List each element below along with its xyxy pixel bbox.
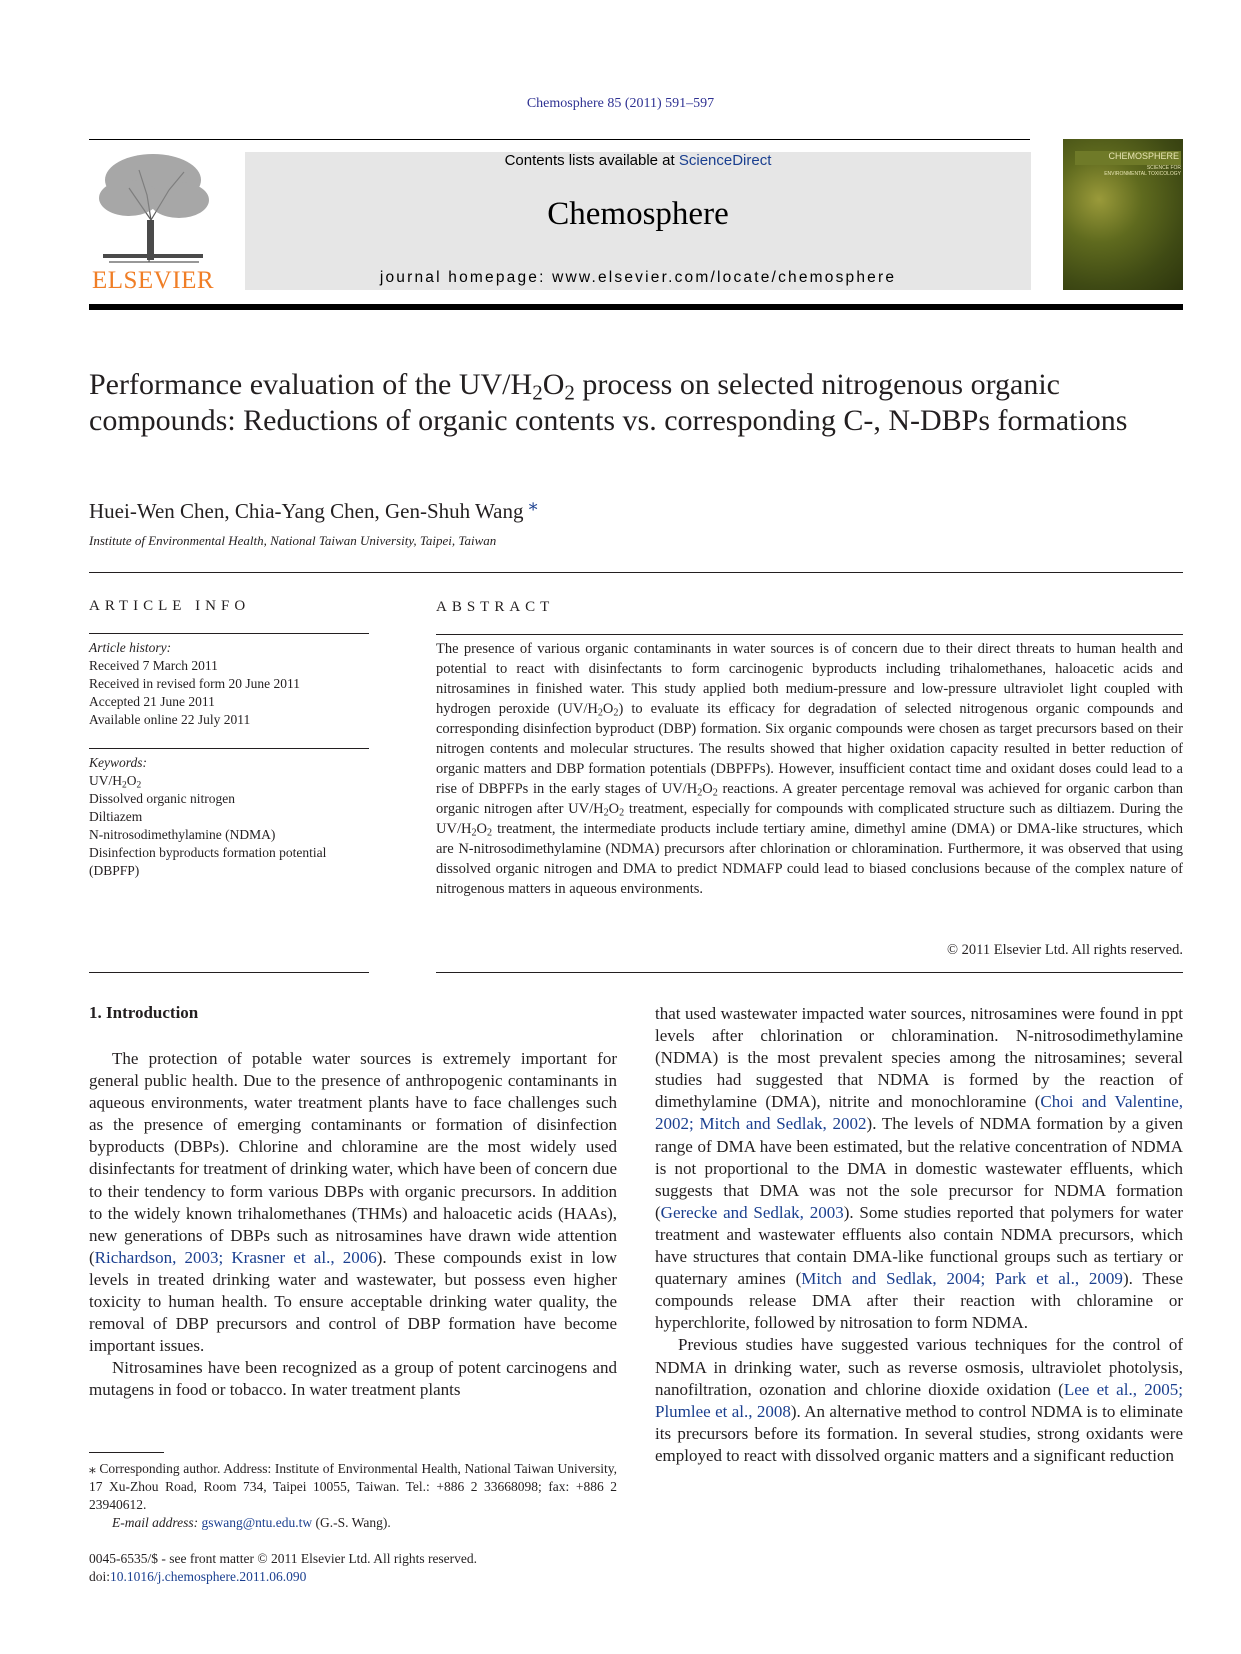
doi-line: doi:10.1016/j.chemosphere.2011.06.090 [89, 1569, 307, 1584]
divider [436, 634, 1183, 635]
keyword-item: $UV/H_2O_2$ [89, 773, 142, 791]
history-label: Article history: [89, 640, 172, 655]
divider [89, 748, 369, 749]
header-thick-rule [89, 304, 1183, 310]
paragraph: Previous studies have suggested various techniques for the control of NDMA in drinking water, such as reverse osmosis, ultraviolet photolysis, nanofiltration, ozonation and chlorine dioxide oxidation (Lee et al., 2005; Plumlee et al., 2008). An alternative method to control NDMA is to eliminate its precursors before its formation. In several studies, strong oxidants were employed to react with dissolved organic matters and a significant reduction [655, 1335, 1183, 1465]
elsevier-logo [89, 150, 217, 295]
introduction-heading: 1. Introduction [89, 1003, 199, 1022]
doi-link[interactable]: 10.1016/j.chemosphere.2011.06.090 [110, 1569, 307, 1584]
body-left-column [89, 1048, 617, 1402]
history-item: Received in revised form 20 June 2011 [89, 676, 300, 691]
abstract-text: The presence of various organic contaminants in water sources is of concern due to their direct threats to human health and potential to react with disinfectants to form carcinogenic byproducts including trihalomethanes, haloacetic acids and nitrosamines in finished water. This study applied both medium-pressure and low-pressure ultraviolet light coupled with hydrogen peroxide $(UV/H_2O_2)$ to evaluate its efficacy for degradation of selected nitrogenous organic compounds and corresponding disinfection byproduct (DBP) formation. Six organic compounds were chosen as target precursors based on their nitrogen contents and molecular structures. The results showed that higher oxidation capacity resulted in better reduction of organic matters and DBP formation potentials (DBPFPs). However, insufficient contact time and oxidant doses could lead to a rise of DBPFPs in the early stages of $UV/H_2O_2$ reactions. A greater percentage removal was achieved for organic carbon than organic nitrogen after $UV/H_2O_2$ treatment, especially for compounds with complicated structure such as diltiazem. During the $UV/H_2O_2$ treatment, the intermediate products include tertiary amine, dimethyl amine (DMA) or DMA-like structures, which are N-nitrosodimethylamine (NDMA) precursors after chlorination or chloramination. Furthermore, it was observed that using dissolved organic nitrogen and DMA to predict NDMAFP could lead to biased conclusions because of the complex nature of nitrogenous matters in aqueous environments. [436, 641, 1184, 897]
journal-name: Chemosphere [547, 196, 729, 232]
reference-link[interactable]: Mitch and Sedlak, 2004; Park et al., 2009 [801, 1269, 1123, 1289]
divider [89, 972, 369, 973]
article-title: Performance evaluation of the $UV/H_2O_2$ process on selected nitrogenous organic compounds: Reductions of organic contents vs. corresponding C-, N-DBPs formations [89, 368, 1128, 437]
paragraph: The protection of potable water sources is extremely important for general public health. Due to the presence of anthropogenic contaminants in aqueous environments, water treatment plants have to face challenges such as the presence of emerging contaminants or formation of disinfection byproducts (DBPs). Chlorine and chloramine are the most widely used disinfectants for treatment of drinking water, which have been of concern due to their tendency to form various DBPs with organic precursors. In addition to the widely known trihalomethanes (THMs) and haloacetic acids (HAAs), new generations of DBPs such as nitrosamines have drawn wide attention (Richardson, 2003; Krasner et al., 2006). These compounds exist in low levels in treated drinking water and wastewater, but possess even higher toxicity to human health. To ensure acceptable drinking water quality, the removal of DBP precursors and control of DBP formation have become important issues. [89, 1049, 618, 1356]
reference-link[interactable]: Richardson, 2003; Krasner et al., 2006 [94, 1247, 377, 1267]
footnote-mark: ⁎ [89, 1461, 96, 1476]
cover-title: CHEMOSPHERE [1075, 151, 1181, 165]
issn-line: 0045-6535/$ - see front matter © 2011 Elsevier Ltd. All rights reserved. [89, 1551, 478, 1566]
journal-cover-image [1063, 139, 1183, 290]
elsevier-wordmark: ELSEVIER [91, 267, 215, 294]
article-history [89, 639, 300, 729]
abstract-copyright: © 2011 Elsevier Ltd. All rights reserved. [947, 942, 1183, 958]
cover-subtitle: SCIENCE FOR ENVIRONMENTAL TOXICOLOGY [1104, 165, 1181, 177]
divider [436, 972, 1183, 973]
corresponding-author-mark[interactable]: ⁎ [528, 494, 538, 514]
abstract-heading: ABSTRACT [436, 599, 555, 615]
reference-link[interactable]: Choi and Valentine, 2002; Mitch and Sedlak, 2002 [655, 1092, 1184, 1134]
body-right-column [655, 1003, 1183, 1467]
history-item: Received 7 March 2011 [89, 658, 218, 673]
divider [89, 572, 1183, 573]
email-link[interactable]: gswang@ntu.edu.tw [201, 1515, 313, 1530]
paragraph: Nitrosamines have been recognized as a group of potent carcinogens and mutagens in food or tobacco. In water treatment plants [89, 1358, 617, 1400]
keyword-item: Dissolved organic nitrogen [89, 791, 235, 806]
author-list: Huei-Wen Chen, Chia-Yang Chen, Gen-Shuh Wang ⁎ [89, 494, 538, 523]
divider [89, 633, 369, 634]
keyword-item: N-nitrosodimethylamine (NDMA) [89, 827, 276, 842]
keywords [89, 754, 374, 880]
keyword-item: Diltiazem [89, 809, 143, 824]
footnote: ⁎ Corresponding author. Address: Institute of Environmental Health, National Taiwan University, 17 Xu-Zhou Road, Room 734, Taipei 10055, Taiwan. Tel.: +886 2 33668098; fax: +886 2 23940612. E-mail address: gswang@ntu.edu.tw (G.-S. Wang). [89, 1461, 617, 1530]
sciencedirect-link[interactable]: ScienceDirect [678, 152, 772, 169]
paragraph: that used wastewater impacted water sources, nitrosamines were found in ppt levels after chlorination or chloramination. N-nitrosodimethylamine (NDMA) is the most prevalent species among the nitrosamines; several studies had suggested that NDMA is formed by the reaction of dimethylamine (DMA), nitrite and monochloramine (Choi and Valentine, 2002; Mitch and Sedlak, 2002). The levels of NDMA formation by a given range of DMA have been estimated, but the relative concentration of NDMA is not proportional to the DMA in domestic wastewater effluents, which suggests that DMA was not the sole precursor for NDMA formation (Gerecke and Sedlak, 2003). Some studies reported that polymers for water treatment and wastewater effluents also contain NDMA precursors, which have structures that contain DMA-like functional groups such as tertiary or quaternary amines (Mitch and Sedlak, 2004; Park et al., 2009). These compounds release DMA after their reaction with chloramine or hyperchlorite, followed by nitrosation to form NDMA. [655, 1004, 1184, 1333]
journal-citation[interactable]: Chemosphere 85 (2011) 591–597 [526, 96, 715, 111]
contents-prefix: Contents lists available at [504, 152, 679, 169]
footnote-rule [89, 1452, 164, 1453]
tree-icon [89, 150, 217, 265]
bottom-meta [89, 1550, 477, 1586]
reference-link[interactable]: Lee et al., 2005; Plumlee et al., 2008 [655, 1379, 1183, 1421]
contents-line [245, 152, 1031, 169]
journal-homepage[interactable]: journal homepage: www.elsevier.com/locate/chemosphere [379, 269, 897, 286]
reference-link[interactable]: Gerecke and Sedlak, 2003 [660, 1202, 844, 1222]
article-info-heading: ARTICLE INFO [89, 598, 251, 614]
history-item: Accepted 21 June 2011 [89, 694, 215, 709]
history-item: Available online 22 July 2011 [89, 712, 251, 727]
keyword-item: Disinfection byproducts formation potential (DBPFP) [89, 845, 327, 878]
keywords-label: Keywords: [89, 755, 147, 770]
header-rule [89, 139, 1030, 140]
affiliation: Institute of Environmental Health, National Taiwan University, Taipei, Taiwan [89, 533, 497, 548]
